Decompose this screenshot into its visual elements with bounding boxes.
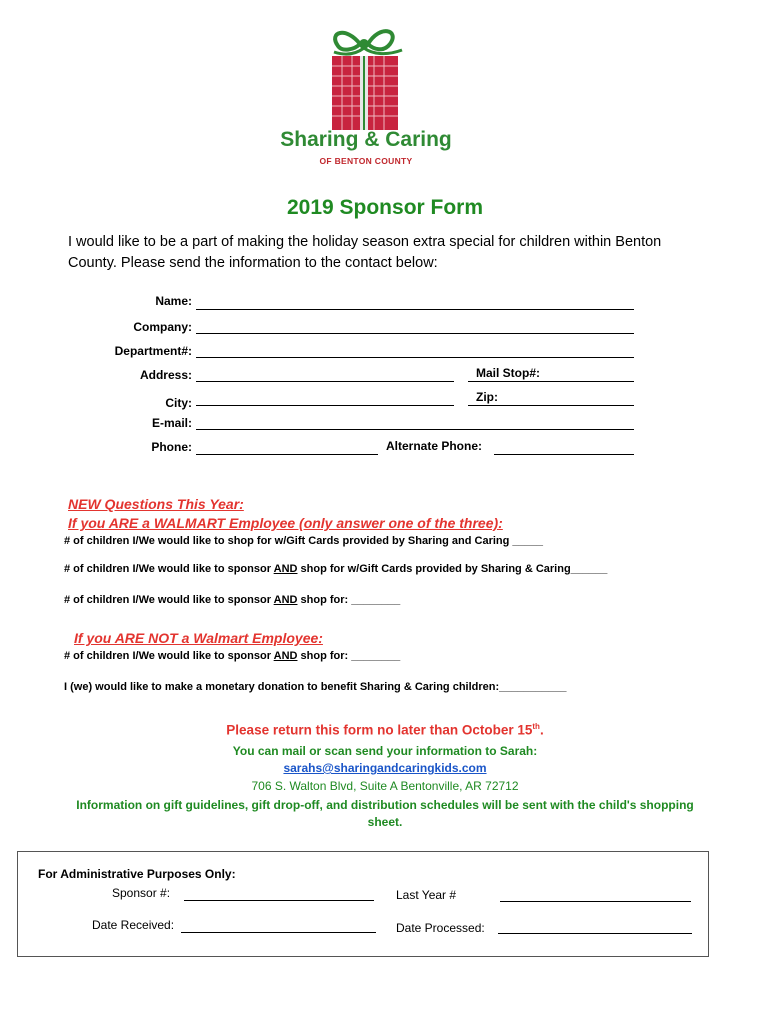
question-2: # of children I/We would like to sponsor AND shop for w/Gift Cards provided by Sharing & Caring______ [64,563,608,575]
email-label: E-mail: [151,416,192,430]
mail-stop-label: Mail Stop#: [476,366,541,380]
walmart-heading: If you ARE a WALMART Employee (only answer one of the three): [68,515,503,531]
department-field[interactable] [196,357,634,358]
address-label: Address: [139,368,192,382]
info-note: Information on gift guidelines, gift drop-off, and distribution schedules will be sent with the child's shopping sheet. [76,798,694,829]
new-questions-heading: NEW Questions This Year: [68,496,244,512]
zip-label: Zip: [476,390,498,404]
mail-stop-field[interactable] [468,381,634,382]
city-label: City: [165,396,192,410]
last-year-field[interactable] [500,901,691,902]
question-1: # of children I/We would like to shop for w/Gift Cards provided by Sharing and Caring _____ [64,535,543,547]
name-label: Name: [155,294,192,308]
name-field[interactable] [196,309,634,310]
gift-box-icon [276,22,456,132]
date-processed-label: Date Processed: [396,921,485,935]
phone-field[interactable] [196,454,378,455]
page-title: 2019 Sponsor Form [286,196,484,219]
alt-phone-label: Alternate Phone: [386,439,483,453]
company-label: Company: [133,320,192,334]
last-year-label: Last Year # [396,888,457,902]
sponsor-number-label: Sponsor #: [112,886,171,900]
address-field[interactable] [196,381,454,382]
date-received-field[interactable] [181,932,376,933]
date-processed-field[interactable] [498,933,692,934]
logo-subtitle: OF BENTON COUNTY [319,156,413,166]
logo-title: Sharing & Caring [280,128,452,151]
donation-question: I (we) would like to make a monetary donation to benefit Sharing & Caring children:___________ [64,681,567,693]
company-field[interactable] [196,333,634,334]
zip-field[interactable] [468,405,634,406]
department-label: Department#: [114,344,192,358]
sponsor-number-field[interactable] [184,900,374,901]
mailing-address: 706 S. Walton Blvd, Suite A Bentonville, AR 72712 [251,779,519,793]
not-walmart-heading: If you ARE NOT a Walmart Employee: [74,630,323,646]
city-field[interactable] [196,405,454,406]
email-field[interactable] [196,429,634,430]
admin-heading: For Administrative Purposes Only: [38,867,236,881]
phone-label: Phone: [151,440,192,454]
contact-email-link[interactable]: sarahs@sharingandcaringkids.com [283,761,487,775]
mail-instructions: You can mail or scan send your information to Sarah: [232,744,538,758]
question-4: # of children I/We would like to sponsor AND shop for: ________ [64,650,401,662]
date-received-label: Date Received: [92,918,175,932]
intro-text: I would like to be a part of making the holiday season extra special for children within Benton County. Please send the information to the contact below: [68,234,662,271]
deadline-text: Please return this form no later than October 15th. [226,722,544,738]
alt-phone-field[interactable] [494,454,634,455]
question-3: # of children I/We would like to sponsor AND shop for: ________ [64,594,401,606]
